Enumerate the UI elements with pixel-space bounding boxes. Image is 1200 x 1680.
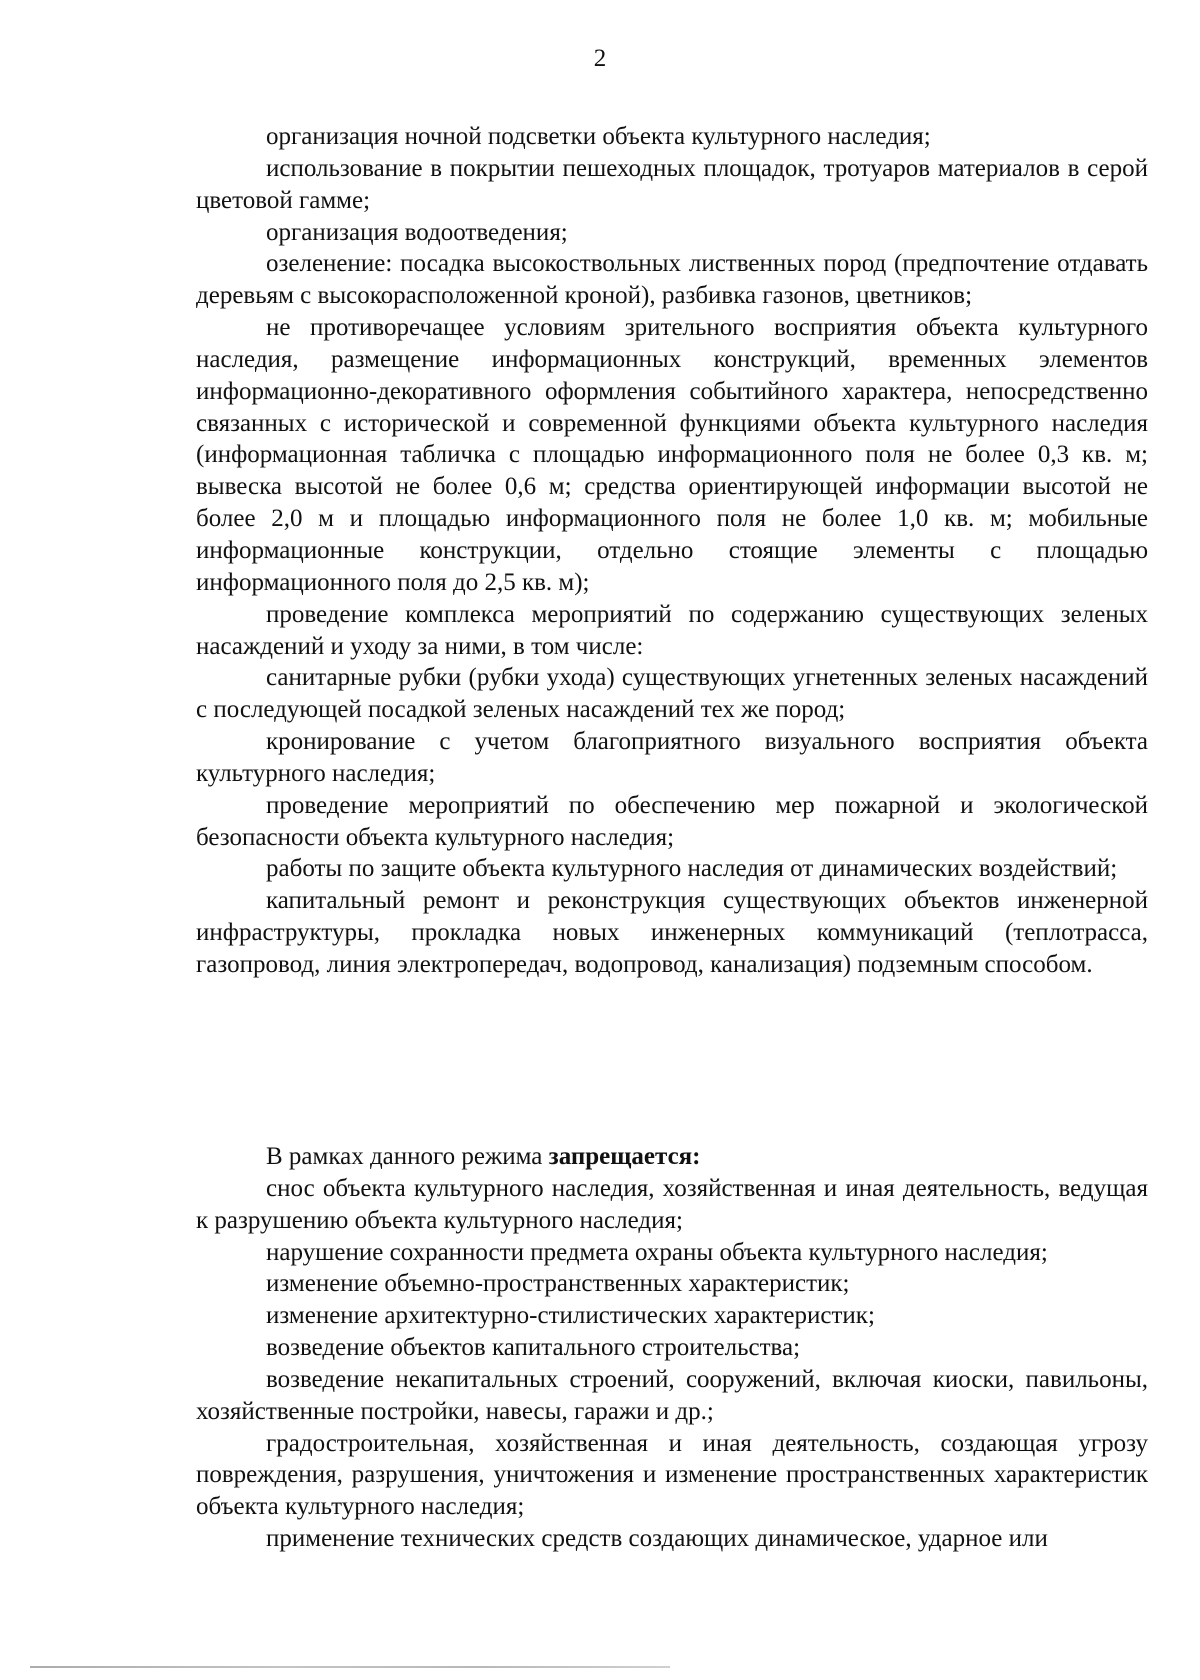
- intro-bold-keyword: запрещается:: [548, 1143, 701, 1170]
- paragraph: градостроительная, хозяйственная и иная деятельность, создающая угрозу повреждения, разрушения, уничтожения и изменение пространственных характеристик объекта культурного наследия;: [196, 1429, 1148, 1521]
- paragraph: не противоречащее условиям зрительного восприятия объекта культурного наследия, размещение информационных конструкций, временных элементов информационно-декоративного оформления событийного характера, непосредственно связанных с исторической и современной функциями объекта культурного наследия (информационная табличка с площадью информационного поля не более 0,3 кв. м; вывеска высотой не более 0,6 м; средства ориентирующей информации высотой не более 2,0 м и площадью информационного поля не более 1,0 кв. м; мобильные информационные конструкции, отдельно стоящие элементы с площадью информационного поля до 2,5 кв. м);: [196, 314, 1148, 596]
- intro-text: В рамках данного режима: [266, 1143, 549, 1170]
- paragraph: возведение объектов капитального строительства;: [266, 1334, 801, 1362]
- paragraph: изменение архитектурно-стилистических характеристик;: [266, 1302, 875, 1330]
- paragraph: кронирование с учетом благоприятного визуального восприятия объекта культурного наследия;: [196, 728, 1148, 787]
- paragraph: проведение комплекса мероприятий по содержанию существующих зеленых насаждений и уходу за ними, в том числе:: [196, 600, 1148, 660]
- prohibited-activities-section: [196, 1141, 1148, 1555]
- paragraph: озеленение: посадка высокоствольных лиственных пород (предпочтение отдавать деревьям с высокорасположенной кроной), разбивка газонов, цветников;: [196, 250, 1148, 310]
- paragraph: возведение некапитальных строений, сооружений, включая киоски, павильоны, хозяйственные постройки, навесы, гаражи и др.;: [196, 1365, 1148, 1425]
- scan-artifact-line: [30, 1666, 670, 1668]
- paragraph: применение технических средств создающих динамическое, ударное или: [266, 1525, 1048, 1553]
- paragraph: использование в покрытии пешеходных площадок, тротуаров материалов в серой цветовой гамме;: [196, 154, 1148, 214]
- paragraph: изменение объемно-пространственных характеристик;: [266, 1270, 850, 1298]
- paragraph: организация водоотведения;: [266, 218, 568, 246]
- paragraph: санитарные рубки (рубки ухода) существующих угнетенных зеленых насаждений с последующей посадкой зеленых насаждений тех же пород;: [196, 664, 1148, 724]
- paragraph: проведение мероприятий по обеспечению мер пожарной и экологической безопасности объекта культурного наследия;: [196, 791, 1148, 851]
- paragraph: капитальный ремонт и реконструкция существующих объектов инженерной инфраструктуры, прокладка новых инженерных коммуникаций (теплотрасса, газопровод, линия электропередач, водопровод, канализация) подземным способом.: [196, 887, 1148, 978]
- paragraph: работы по защите объекта культурного наследия от динамических воздействий;: [266, 855, 1118, 883]
- allowed-activities-section: [196, 121, 1148, 981]
- paragraph: организация ночной подсветки объекта культурного наследия;: [266, 123, 931, 150]
- page-number: 2: [593, 45, 607, 72]
- paragraph: нарушение сохранности предмета охраны объекта культурного наследия;: [266, 1238, 1048, 1266]
- paragraph: снос объекта культурного наследия, хозяйственная и иная деятельность, ведущая к разрушению объекта культурного наследия;: [196, 1174, 1148, 1234]
- prohibitions-intro: [196, 1141, 1148, 1173]
